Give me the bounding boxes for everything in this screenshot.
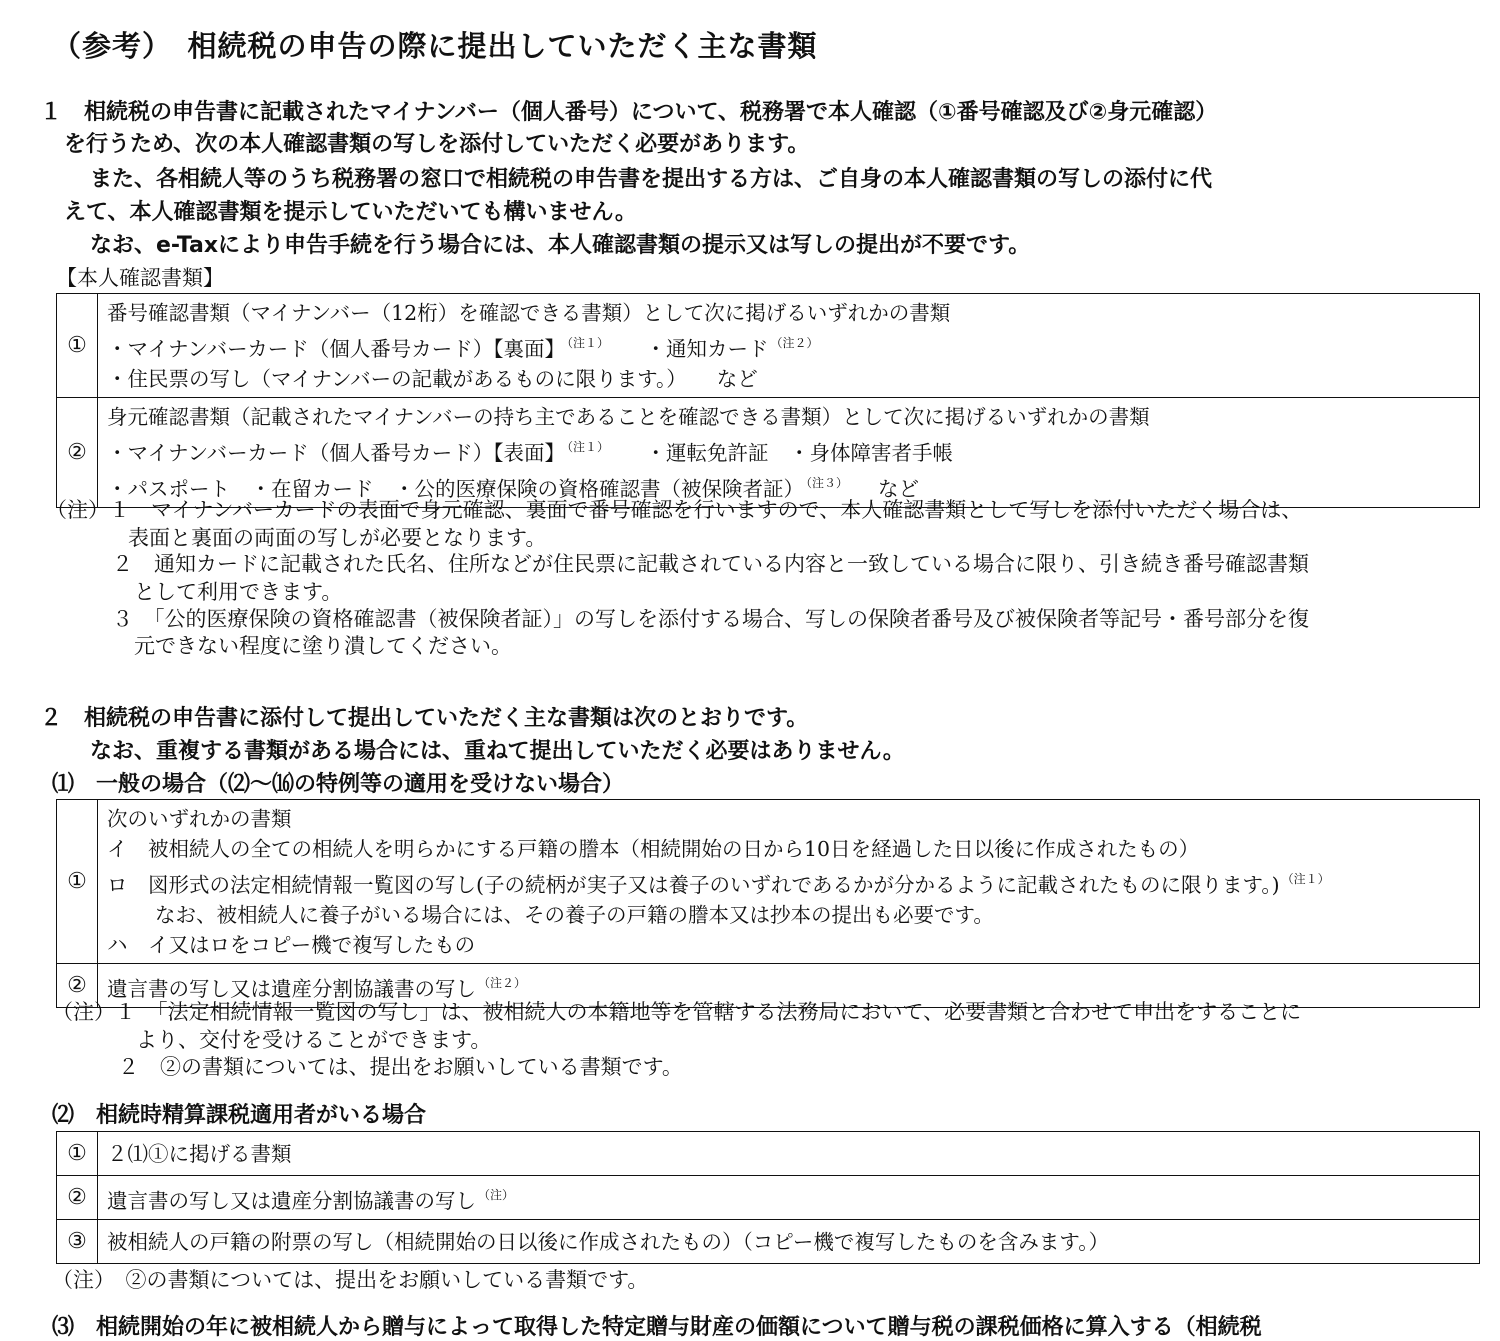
sub1-note-2: ２ ②の書類については、提出をお願いしている書類です。 xyxy=(118,1055,683,1079)
sub1-heading: ⑴ 一般の場合（⑵～⒃の特例等の適用を受けない場合） xyxy=(52,772,625,797)
section1-note-3-cont: 元できない程度に塗り潰してください。 xyxy=(134,634,512,658)
sub2-note: （注） ②の書類については、提出をお願いしている書類です。 xyxy=(52,1268,649,1292)
general-case-item-ha: ハ イ又はロをコピー機で複写したもの xyxy=(107,933,476,957)
resident-record-copy: ・住民票の写し（マイナンバーの記載があるものに限ります。） xyxy=(107,367,687,391)
etc-label: など xyxy=(716,367,758,391)
row-number: ② xyxy=(57,964,98,1008)
sub2-heading: ⑵ 相続時精算課税適用者がいる場合 xyxy=(52,1103,427,1128)
settlement-row-1-text: ２⑴①に掲げる書類 xyxy=(107,1142,292,1166)
row-number: ① xyxy=(57,800,98,964)
sub3-heading: ⑶ 相続開始の年に被相続人から贈与によって取得した特定贈与財産の価額について贈与税の課税価格に算入する（相続税 xyxy=(52,1315,1262,1340)
settlement-tax-table xyxy=(56,1131,1480,1264)
id-docs-row-2-line-1: 身元確認書類（記載されたマイナンバーの持ち主であることを確認できる書類）として次に掲げるいずれかの書類 xyxy=(107,405,1150,429)
section2-line1: ２ 相続税の申告書に添付して提出していただく主な書類は次のとおりです。 xyxy=(40,706,809,731)
note-ref: （注１） xyxy=(1281,872,1330,886)
row-number: ③ xyxy=(57,1220,98,1264)
id-docs-table xyxy=(56,293,1480,508)
section2-line2: なお、重複する書類がある場合には、重ねて提出していただく必要はありません。 xyxy=(90,739,905,764)
page-title: （参考） 相続税の申告の際に提出していただく主な書類 xyxy=(52,29,818,63)
general-case-item-i: イ 被相続人の全ての相続人を明らかにする戸籍の謄本（相続開始の日から10日を経過した日以後に作成されたもの） xyxy=(107,837,1200,861)
row-number: ② xyxy=(57,1176,98,1220)
section1-line4: えて、本人確認書類を提示していただいても構いません。 xyxy=(64,200,637,225)
note-ref: （注） xyxy=(478,1188,515,1202)
row-number: ② xyxy=(57,398,98,508)
general-case-item-ro-cont: なお、被相続人に養子がいる場合には、その養子の戸籍の謄本又は抄本の提出も必要です。 xyxy=(155,903,994,927)
row-number: ① xyxy=(57,294,98,398)
section1-note-1-cont: 表面と裏面の両面の写しが必要となります。 xyxy=(128,526,547,550)
id-docs-row-1 xyxy=(57,294,1480,398)
settlement-row-3-text: 被相続人の戸籍の附票の写し（相続開始の日以後に作成されたもの）（コピー機で複写したものを含みます。） xyxy=(107,1230,1110,1254)
general-case-row-1-line-1: 次のいずれかの書類 xyxy=(107,807,292,831)
general-case-row-1 xyxy=(57,800,1480,964)
license-and-handbook: ・運転免許証 ・身体障害者手帳 xyxy=(645,441,954,465)
section1-note-2: ２ 通知カードに記載された氏名、住所などが住民票に記載されている内容と一致している場合に限り、引き続き番号確認書類 xyxy=(112,552,1309,576)
note-ref: （注２） xyxy=(478,976,527,990)
etc-label: など xyxy=(878,477,920,501)
general-case-table xyxy=(56,799,1480,1008)
section1-note-1: （注）１ マイナンバーカードの表面で身元確認、裏面で番号確認を行いますので、本人確認書類として写しを添付いただく場合は、 xyxy=(46,498,1303,522)
section1-line2: を行うため、次の本人確認書類の写しを添付していただく必要があります。 xyxy=(64,132,810,157)
section1-line3: また、各相続人等のうち税務署の窓口で相続税の申告書を提出する方は、ご自身の本人確認書類の写しの添付に代 xyxy=(90,167,1213,192)
section1-line5: なお、e-Taxにより申告手続を行う場合には、本人確認書類の提示又は写しの提出が不要です。 xyxy=(90,233,1031,258)
my-number-card-front: ・マイナンバーカード（個人番号カード）【表面】 xyxy=(107,441,565,465)
settlement-row-3 xyxy=(57,1220,1480,1264)
sub1-note-1: （注）１ 「法定相続情報一覧図の写し」は、被相続人の本籍地等を管轄する法務局において、必要書類と合わせて申出をすることに xyxy=(52,1000,1302,1024)
id-docs-row-1-line-1: 番号確認書類（マイナンバー（12桁）を確認できる書類）として次に掲げるいずれかの書類 xyxy=(107,301,951,325)
row-number: ① xyxy=(57,1132,98,1176)
note-ref: （注２） xyxy=(770,336,819,350)
section1-line1: １ 相続税の申告書に記載されたマイナンバー（個人番号）について、税務署で本人確認（①番号確認及び②身元確認） xyxy=(40,100,1218,125)
settlement-row-2 xyxy=(57,1176,1480,1220)
my-number-card-back: ・マイナンバーカード（個人番号カード）【裏面】 xyxy=(107,337,565,361)
id-docs-row-2 xyxy=(57,398,1480,508)
settlement-row-1 xyxy=(57,1132,1480,1176)
section1-note-3: ３ 「公的医療保険の資格確認書（被保険者証）」の写しを添付する場合、写しの保険者番号及び被保険者等記号・番号部分を復 xyxy=(112,607,1309,631)
sub1-note-1-cont: より、交付を受けることができます。 xyxy=(136,1028,492,1052)
note-ref: （注１） xyxy=(566,336,609,350)
id-docs-label: 【本人確認書類】 xyxy=(56,266,224,290)
general-case-item-ro: ロ 図形式の法定相続情報一覧図の写し(子の続柄が実子又は養子のいずれであるかが分かるように記載されたものに限ります。) xyxy=(107,873,1280,897)
section1-note-2-cont: として利用できます。 xyxy=(134,580,343,604)
note-ref: （注１） xyxy=(566,440,609,454)
will-or-division-agreement: 遺言書の写し又は遺産分割協議書の写し xyxy=(107,977,476,1001)
passport-residence-insurance: ・パスポート ・在留カード ・公的医療保険の資格確認書（被保険者証） xyxy=(107,477,804,501)
settlement-row-2-text: 遺言書の写し又は遺産分割協議書の写し xyxy=(107,1189,476,1213)
notification-card: ・通知カード xyxy=(645,337,769,361)
note-ref: （注３） xyxy=(806,476,849,490)
